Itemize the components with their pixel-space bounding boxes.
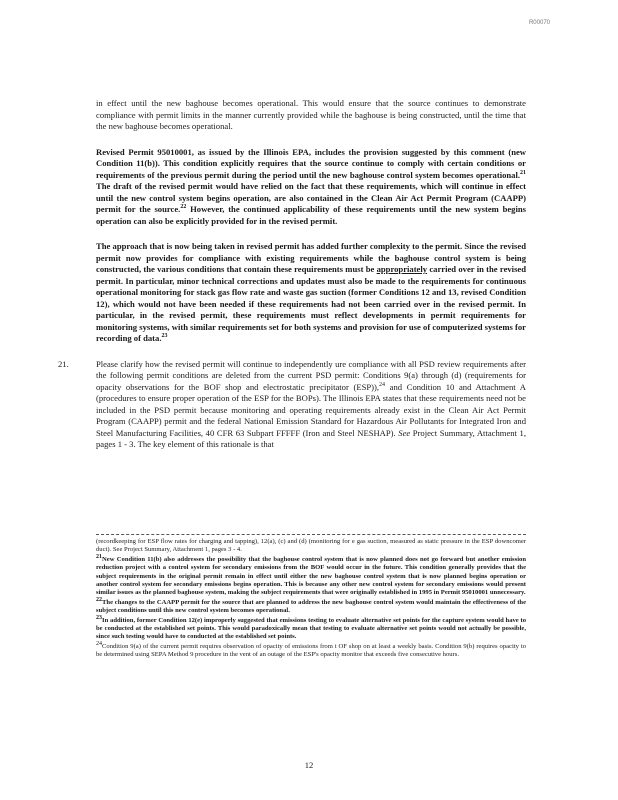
response-1-text-c: However, the continued applicability of these requirements until the new system begins operation can also be explicitly provided for in the revised permit. — [96, 204, 526, 226]
footnote-22-number: 22 — [96, 596, 102, 603]
comment-21-text-a: Please clarify how the revised permit will continue to independently ure compliance with all PSD review requirements after the following permit conditions are deleted from the current PSD permit: Conditions 9(a) through (d) (requirements for opacity observations for the BOF shop and electrostatic precipitator (ESP)), — [96, 358, 526, 392]
footnote-22-text: The changes to the CAAPP permit for the source that are planned to address the new baghouse control system would maintain the effectiveness of the subject conditions until this new control system becomes operational. — [96, 598, 526, 615]
footnote-23 — [96, 614, 526, 642]
comment-21-see: See — [398, 427, 411, 438]
footnotes — [96, 534, 526, 661]
response-1-text-b: The draft of the revised permit would have relied on the fact that these requirements, which will continue in effect until the new control system begins operation, are also contained in the Clean Air Act Permit Program (CAAPP) permit for the source. — [96, 181, 526, 214]
footnote-divider — [96, 534, 526, 535]
footnote-ref-21: 21 — [520, 169, 526, 176]
response-2-text-b: carried over in the revised permit. In particular, minor technical corrections and updates must also be made to the requirements for continuous operational monitoring for stack gas flow rate and waste gas suction (former Conditions 12 and 13, revised Condition 12), which would not have been needed if these requirements had not been carried over in the revised permit. In particular, in the revised permit, these requirements must reflect developments in permit requirements for monitoring systems, with similar requirements set for both systems and provision for use of computerized systems for recording of data. — [96, 264, 527, 343]
footnote-24-text: Condition 9(a) of the current permit requires observation of opacity of emissions from t OF shop on at least a weekly basis. Condition 9(b) requires opacity to be determined using SEPA Method 9 procedure in the vent of an outage of the ESP's opacity monitor that exceeds five consecutive hours. — [96, 642, 526, 659]
item-number: 21. — [58, 358, 69, 369]
page-identifier: R00070 — [528, 20, 550, 26]
footnote-23-number: 23 — [96, 614, 102, 621]
footnote-continuation: (recordkeeping for ESP flow rates for charging and tapping), 12(a), (c) and (d) (monitoring for e gas suction, measured as static pressure in the ESP downcomer duct). See Project Summary, Attachment 1, pages 3 - 4. — [96, 538, 526, 554]
comment-21-text-b: and Condition 10 and Attachment A (procedures to ensure proper operation of the ESP for the BOPs). The Illinois EPA states that these requirements need not be included in the PSD permit because monitoring and operating requirements already exist in the Clean Air Act Permit Program (CAAPP) permit and the federal National Emission Standard for Hazardous Air Pollutants for Integrated Iron and Steel Manufacturing Facilities, 40 CFR 63 Subpart FFFFF (Iron and Steel NESHAP). — [96, 381, 526, 438]
response-2-text-a: The approach that is now being taken in revised permit has added further complexity to the permit. Since the revised permit now provides for compliance with existing requirements while the baghouse control system is being constructed, the various conditions that contain these requirements must be — [96, 241, 526, 274]
footnote-22 — [96, 596, 526, 616]
comment-21-text — [96, 359, 526, 451]
footnote-ref-24: 24 — [379, 381, 386, 388]
footnote-ref-22: 22 — [180, 204, 187, 211]
comment-21-text-c: Project Summary, Attachment 1, pages 1 - 3. The key element of this rationale is that — [96, 427, 526, 449]
response-1-text-a: Revised Permit 95010001, as issued by the Illinois EPA, includes the provision suggested by this comment (new Condition 11(b)). This condition explicitly requires that the source continue to comply with certain conditions or requirements of the previous permit during the period until the new baghouse control system becomes operational. — [96, 146, 526, 180]
footnote-24 — [96, 640, 526, 660]
footnote-23-text: In addition, former Condition 12(e) improperly suggested that emissions testing to evaluate alternative set points for the capture system would have to be conducted at the established set points. This would paradoxically mean that testing to evaluate alternative set points would not actually be possible, since such testing would have to conducted at the established set points. — [96, 616, 526, 641]
footnote-21-text: New Condition 11(b) also addresses the possibility that the baghouse control system that is now planned does not go forward but another emission reduction project with a control system for secondary emissions from the BOF would occur in the future. This condition generally provides that the subject requirements in the original permit remain in effect until either the new baghouse control system that is now planned begins operation or another control system for secondary emissions begins operation. This is because any other new control system for secondary emissions would present similar issues as the planned baghouse system, making the subject requirements that were originally established in 1995 in Permit 95010001 unnecessary. — [96, 555, 526, 597]
page-number: 12 — [304, 760, 314, 770]
footnote-24-number: 24 — [96, 640, 102, 647]
footnote-21-number: 21 — [96, 553, 102, 560]
main-text — [58, 98, 527, 451]
comment-item-21 — [58, 358, 526, 451]
response-paragraph-2 — [96, 241, 526, 345]
response-paragraph-1 — [96, 147, 526, 228]
footnote-21 — [96, 553, 526, 598]
response-2-underlined: appropriately — [376, 264, 428, 274]
footnote-ref-23: 23 — [161, 333, 168, 340]
intro-paragraph: in effect until the new baghouse becomes operational. This would ensure that the source continues to demonstrate compliance with permit limits in the manner currently provided while the baghouse is being constructed, until the time that the new baghouse becomes operational. — [96, 98, 526, 131]
